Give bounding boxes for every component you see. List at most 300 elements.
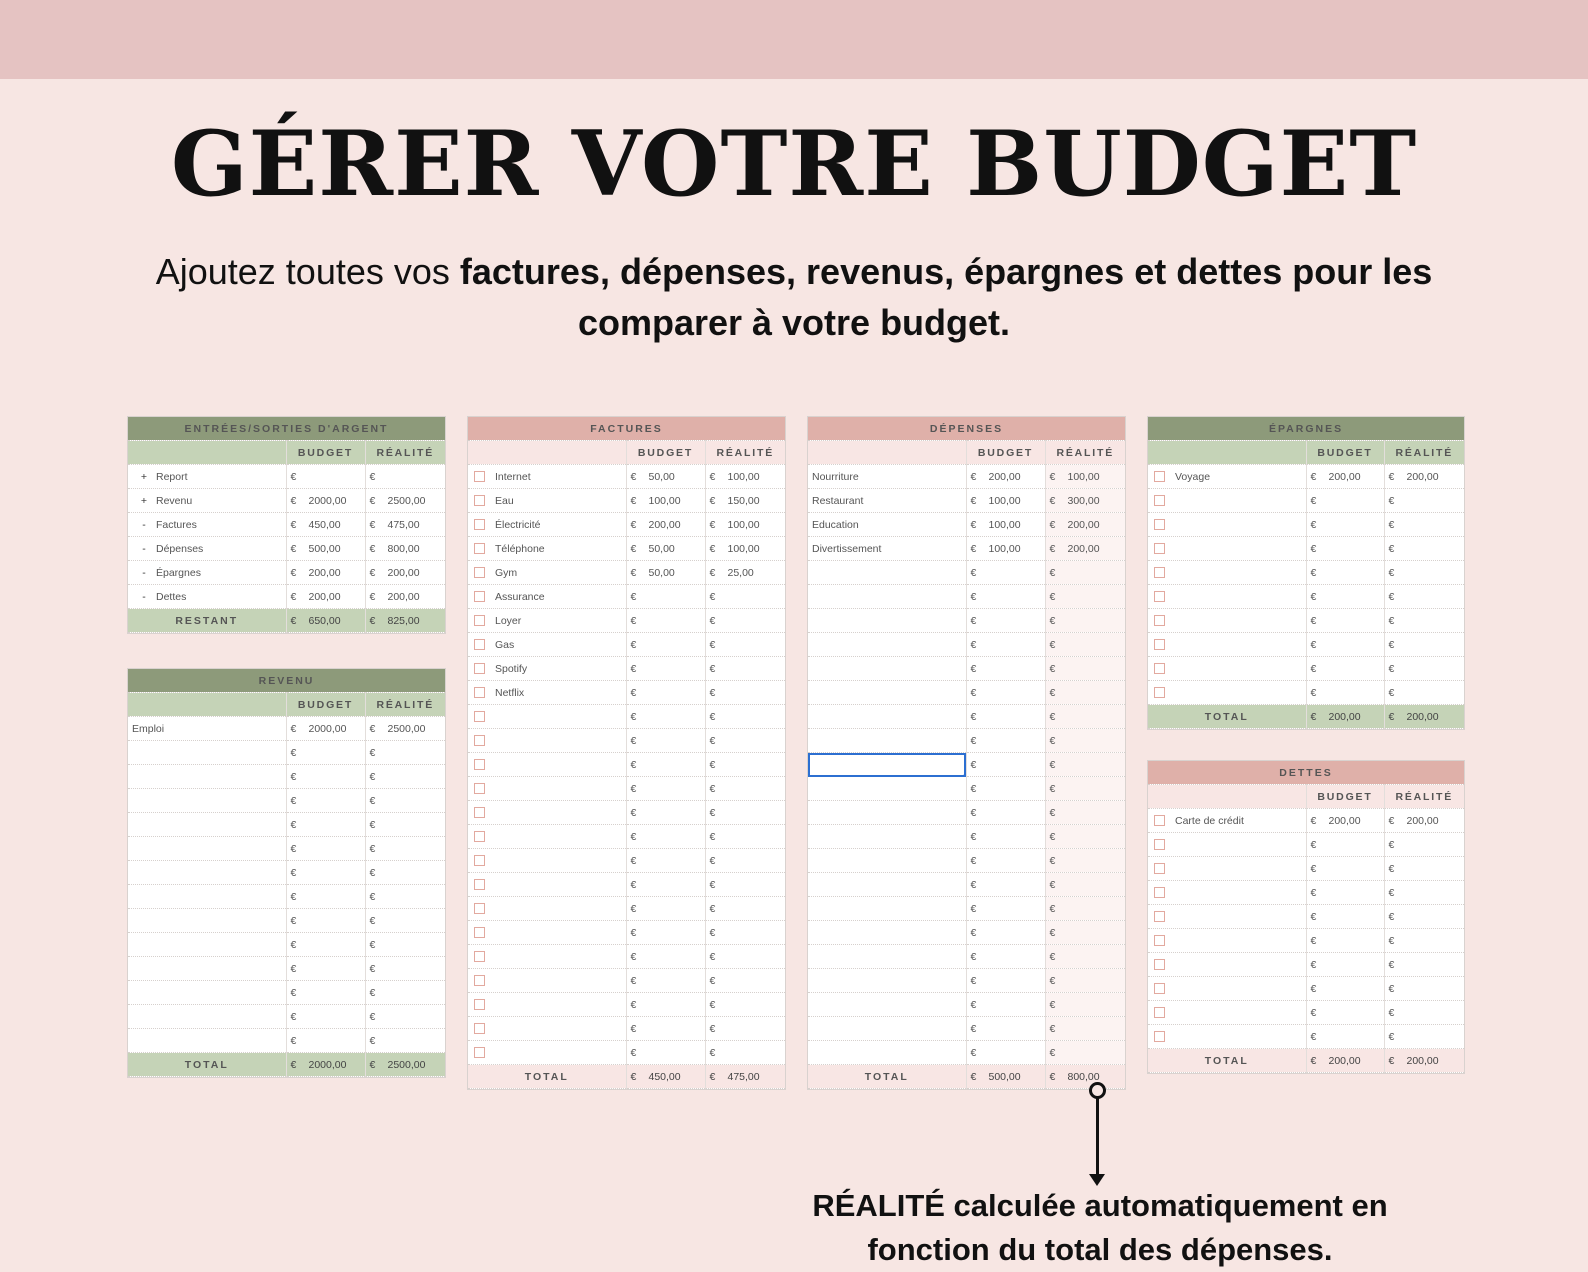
budget-cell[interactable] — [626, 1041, 705, 1065]
checkbox[interactable] — [474, 1023, 485, 1034]
realite-cell[interactable] — [1045, 633, 1125, 657]
checkbox[interactable] — [1154, 983, 1165, 994]
checkbox[interactable] — [474, 807, 485, 818]
budget-cell[interactable] — [966, 489, 1045, 513]
realite-cell[interactable] — [1045, 729, 1125, 753]
row-label-cell[interactable] — [1148, 1025, 1306, 1049]
realite-cell[interactable] — [705, 873, 785, 897]
checkbox[interactable] — [474, 879, 485, 890]
row-label-cell[interactable] — [468, 609, 626, 633]
realite-cell[interactable] — [1045, 657, 1125, 681]
budget-cell[interactable] — [286, 741, 365, 765]
budget-cell[interactable] — [286, 933, 365, 957]
realite-cell[interactable] — [1045, 585, 1125, 609]
row-label-cell[interactable] — [1148, 513, 1306, 537]
budget-cell[interactable] — [1306, 1001, 1384, 1025]
checkbox[interactable] — [474, 615, 485, 626]
budget-cell[interactable] — [286, 957, 365, 981]
realite-cell[interactable] — [365, 465, 445, 489]
row-label-cell[interactable] — [1148, 465, 1306, 489]
row-label-cell[interactable] — [128, 561, 286, 585]
checkbox[interactable] — [474, 999, 485, 1010]
budget-cell[interactable] — [966, 1017, 1045, 1041]
row-label-cell[interactable] — [1148, 681, 1306, 705]
realite-cell[interactable] — [705, 729, 785, 753]
row-label-cell[interactable] — [468, 897, 626, 921]
row-label-cell[interactable] — [1148, 489, 1306, 513]
realite-cell[interactable] — [365, 1029, 445, 1053]
row-label-cell[interactable] — [808, 585, 966, 609]
budget-cell[interactable] — [966, 513, 1045, 537]
checkbox[interactable] — [474, 663, 485, 674]
budget-cell[interactable] — [286, 981, 365, 1005]
realite-cell[interactable] — [705, 969, 785, 993]
row-label-cell[interactable] — [1148, 857, 1306, 881]
budget-cell[interactable] — [626, 609, 705, 633]
row-label-cell[interactable] — [808, 633, 966, 657]
checkbox[interactable] — [1154, 815, 1165, 826]
budget-cell[interactable] — [626, 825, 705, 849]
realite-cell[interactable] — [1384, 537, 1464, 561]
budget-cell[interactable] — [286, 489, 365, 513]
fill-handle[interactable] — [963, 773, 967, 777]
row-label-cell[interactable] — [468, 993, 626, 1017]
realite-cell[interactable] — [705, 945, 785, 969]
budget-cell[interactable] — [1306, 489, 1384, 513]
budget-cell[interactable] — [286, 465, 365, 489]
realite-cell[interactable] — [365, 513, 445, 537]
row-label-cell[interactable] — [1148, 953, 1306, 977]
budget-cell[interactable] — [626, 705, 705, 729]
checkbox[interactable] — [474, 927, 485, 938]
row-label-cell[interactable] — [128, 957, 286, 981]
budget-cell[interactable] — [966, 585, 1045, 609]
realite-cell[interactable] — [1045, 921, 1125, 945]
budget-cell[interactable] — [626, 753, 705, 777]
realite-cell[interactable] — [1384, 585, 1464, 609]
row-label-cell[interactable] — [468, 561, 626, 585]
row-label-cell[interactable] — [808, 513, 966, 537]
realite-cell[interactable] — [1384, 857, 1464, 881]
realite-cell[interactable] — [1384, 681, 1464, 705]
realite-cell[interactable] — [1384, 953, 1464, 977]
row-label-cell[interactable] — [1148, 537, 1306, 561]
budget-cell[interactable] — [966, 609, 1045, 633]
row-label-cell[interactable] — [1148, 977, 1306, 1001]
budget-cell[interactable] — [966, 561, 1045, 585]
row-label-cell[interactable] — [468, 729, 626, 753]
budget-cell[interactable] — [1306, 633, 1384, 657]
realite-cell[interactable] — [705, 465, 785, 489]
checkbox[interactable] — [474, 831, 485, 842]
budget-cell[interactable] — [626, 633, 705, 657]
realite-cell[interactable] — [1045, 873, 1125, 897]
row-label-cell[interactable] — [808, 945, 966, 969]
budget-cell[interactable] — [286, 1029, 365, 1053]
row-label-cell[interactable] — [128, 909, 286, 933]
checkbox[interactable] — [1154, 495, 1165, 506]
row-label-cell[interactable] — [128, 465, 286, 489]
checkbox[interactable] — [1154, 1007, 1165, 1018]
budget-cell[interactable] — [626, 657, 705, 681]
checkbox[interactable] — [474, 783, 485, 794]
realite-cell[interactable] — [1384, 1001, 1464, 1025]
realite-cell[interactable] — [365, 837, 445, 861]
realite-cell[interactable] — [1384, 633, 1464, 657]
row-label-cell[interactable] — [468, 873, 626, 897]
budget-cell[interactable] — [286, 561, 365, 585]
budget-cell[interactable] — [966, 825, 1045, 849]
budget-cell[interactable] — [1306, 833, 1384, 857]
budget-cell[interactable] — [286, 1005, 365, 1029]
checkbox[interactable] — [1154, 839, 1165, 850]
checkbox[interactable] — [1154, 911, 1165, 922]
row-label-cell[interactable] — [808, 993, 966, 1017]
checkbox[interactable] — [474, 567, 485, 578]
checkbox[interactable] — [474, 1047, 485, 1058]
budget-cell[interactable] — [626, 801, 705, 825]
row-label-cell[interactable] — [808, 561, 966, 585]
budget-cell[interactable] — [966, 777, 1045, 801]
row-label-cell[interactable] — [468, 945, 626, 969]
row-label-cell[interactable] — [1148, 929, 1306, 953]
budget-cell[interactable] — [1306, 929, 1384, 953]
budget-cell[interactable] — [286, 861, 365, 885]
realite-cell[interactable] — [1384, 809, 1464, 833]
realite-cell[interactable] — [1384, 881, 1464, 905]
budget-cell[interactable] — [966, 537, 1045, 561]
row-label-cell[interactable] — [468, 969, 626, 993]
budget-cell[interactable] — [966, 1041, 1045, 1065]
budget-cell[interactable] — [966, 993, 1045, 1017]
realite-cell[interactable] — [1045, 537, 1125, 561]
budget-cell[interactable] — [1306, 465, 1384, 489]
checkbox[interactable] — [474, 855, 485, 866]
realite-cell[interactable] — [1045, 753, 1125, 777]
checkbox[interactable] — [1154, 567, 1165, 578]
budget-cell[interactable] — [286, 537, 365, 561]
row-label-cell[interactable] — [128, 1005, 286, 1029]
checkbox[interactable] — [1154, 591, 1165, 602]
realite-cell[interactable] — [365, 789, 445, 813]
row-label-cell[interactable] — [128, 765, 286, 789]
checkbox[interactable] — [1154, 887, 1165, 898]
budget-cell[interactable] — [286, 813, 365, 837]
row-label-cell[interactable] — [128, 585, 286, 609]
budget-cell[interactable] — [286, 585, 365, 609]
realite-cell[interactable] — [1045, 705, 1125, 729]
row-label-cell[interactable] — [468, 777, 626, 801]
row-label-cell[interactable] — [468, 657, 626, 681]
checkbox[interactable] — [474, 687, 485, 698]
budget-cell[interactable] — [966, 801, 1045, 825]
budget-cell[interactable] — [286, 717, 365, 741]
row-label-cell[interactable] — [808, 801, 966, 825]
realite-cell[interactable] — [705, 489, 785, 513]
row-label-cell[interactable] — [128, 1029, 286, 1053]
row-label-cell[interactable] — [1148, 1001, 1306, 1025]
realite-cell[interactable] — [1384, 977, 1464, 1001]
budget-cell[interactable] — [626, 969, 705, 993]
budget-cell[interactable] — [1306, 881, 1384, 905]
row-label-cell[interactable] — [808, 969, 966, 993]
checkbox[interactable] — [1154, 639, 1165, 650]
row-label-cell[interactable] — [128, 789, 286, 813]
row-label-cell[interactable] — [808, 729, 966, 753]
row-label-cell[interactable] — [128, 489, 286, 513]
row-label-cell[interactable] — [468, 681, 626, 705]
realite-cell[interactable] — [1045, 897, 1125, 921]
realite-cell[interactable] — [705, 993, 785, 1017]
row-label-cell[interactable] — [1148, 657, 1306, 681]
realite-cell[interactable] — [705, 825, 785, 849]
budget-cell[interactable] — [966, 849, 1045, 873]
budget-cell[interactable] — [966, 681, 1045, 705]
budget-cell[interactable] — [966, 633, 1045, 657]
row-label-cell[interactable] — [808, 657, 966, 681]
realite-cell[interactable] — [365, 933, 445, 957]
checkbox[interactable] — [474, 711, 485, 722]
realite-cell[interactable] — [365, 813, 445, 837]
budget-cell[interactable] — [286, 765, 365, 789]
row-label-cell[interactable] — [1148, 905, 1306, 929]
budget-cell[interactable] — [1306, 657, 1384, 681]
budget-cell[interactable] — [966, 705, 1045, 729]
budget-cell[interactable] — [626, 585, 705, 609]
budget-cell[interactable] — [286, 885, 365, 909]
row-label-cell[interactable] — [128, 837, 286, 861]
realite-cell[interactable] — [1384, 513, 1464, 537]
row-label-cell[interactable] — [1148, 609, 1306, 633]
realite-cell[interactable] — [1045, 801, 1125, 825]
realite-cell[interactable] — [705, 897, 785, 921]
checkbox[interactable] — [474, 975, 485, 986]
row-label-cell[interactable] — [1148, 561, 1306, 585]
realite-cell[interactable] — [1045, 825, 1125, 849]
realite-cell[interactable] — [1384, 609, 1464, 633]
row-label-cell[interactable] — [128, 537, 286, 561]
row-label-cell[interactable] — [128, 933, 286, 957]
row-label-cell[interactable] — [1148, 633, 1306, 657]
row-label-cell[interactable] — [808, 897, 966, 921]
realite-cell[interactable] — [365, 561, 445, 585]
budget-cell[interactable] — [966, 753, 1045, 777]
realite-cell[interactable] — [1045, 489, 1125, 513]
budget-cell[interactable] — [626, 1017, 705, 1041]
budget-cell[interactable] — [626, 489, 705, 513]
row-label-cell[interactable] — [128, 717, 286, 741]
row-label-cell[interactable] — [808, 465, 966, 489]
checkbox[interactable] — [474, 591, 485, 602]
realite-cell[interactable] — [365, 537, 445, 561]
budget-cell[interactable] — [626, 993, 705, 1017]
budget-cell[interactable] — [1306, 905, 1384, 929]
realite-cell[interactable] — [1384, 657, 1464, 681]
realite-cell[interactable] — [705, 609, 785, 633]
realite-cell[interactable] — [365, 585, 445, 609]
row-label-cell[interactable] — [468, 1017, 626, 1041]
checkbox[interactable] — [1154, 687, 1165, 698]
realite-cell[interactable] — [1045, 777, 1125, 801]
selected-cell[interactable] — [808, 753, 966, 777]
realite-cell[interactable] — [365, 741, 445, 765]
budget-cell[interactable] — [1306, 809, 1384, 833]
realite-cell[interactable] — [1384, 929, 1464, 953]
row-label-cell[interactable] — [128, 813, 286, 837]
row-label-cell[interactable] — [468, 849, 626, 873]
budget-cell[interactable] — [626, 513, 705, 537]
budget-cell[interactable] — [626, 465, 705, 489]
checkbox[interactable] — [1154, 863, 1165, 874]
row-label-cell[interactable] — [808, 489, 966, 513]
realite-cell[interactable] — [1045, 681, 1125, 705]
budget-cell[interactable] — [1306, 953, 1384, 977]
budget-cell[interactable] — [286, 837, 365, 861]
budget-cell[interactable] — [286, 513, 365, 537]
realite-cell[interactable] — [705, 777, 785, 801]
checkbox[interactable] — [474, 543, 485, 554]
realite-cell[interactable] — [365, 957, 445, 981]
realite-cell[interactable] — [365, 489, 445, 513]
row-label-cell[interactable] — [808, 825, 966, 849]
realite-cell[interactable] — [365, 861, 445, 885]
row-label-cell[interactable] — [808, 849, 966, 873]
row-label-cell[interactable] — [468, 825, 626, 849]
row-label-cell[interactable] — [468, 585, 626, 609]
row-label-cell[interactable] — [468, 537, 626, 561]
row-label-cell[interactable] — [1148, 881, 1306, 905]
realite-cell[interactable] — [365, 909, 445, 933]
checkbox[interactable] — [1154, 543, 1165, 554]
budget-cell[interactable] — [1306, 561, 1384, 585]
row-label-cell[interactable] — [1148, 833, 1306, 857]
row-label-cell[interactable] — [808, 609, 966, 633]
realite-cell[interactable] — [705, 513, 785, 537]
row-label-cell[interactable] — [1148, 585, 1306, 609]
realite-cell[interactable] — [705, 849, 785, 873]
budget-cell[interactable] — [966, 969, 1045, 993]
realite-cell[interactable] — [1045, 513, 1125, 537]
realite-cell[interactable] — [1384, 1025, 1464, 1049]
realite-cell[interactable] — [705, 633, 785, 657]
realite-cell[interactable] — [705, 537, 785, 561]
row-label-cell[interactable] — [468, 633, 626, 657]
row-label-cell[interactable] — [468, 489, 626, 513]
realite-cell[interactable] — [705, 1041, 785, 1065]
budget-cell[interactable] — [1306, 513, 1384, 537]
realite-cell[interactable] — [365, 981, 445, 1005]
realite-cell[interactable] — [705, 681, 785, 705]
row-label-cell[interactable] — [808, 705, 966, 729]
realite-cell[interactable] — [705, 657, 785, 681]
realite-cell[interactable] — [1384, 465, 1464, 489]
realite-cell[interactable] — [1045, 1017, 1125, 1041]
checkbox[interactable] — [1154, 519, 1165, 530]
realite-cell[interactable] — [705, 561, 785, 585]
checkbox[interactable] — [474, 495, 485, 506]
realite-cell[interactable] — [1045, 561, 1125, 585]
checkbox[interactable] — [1154, 615, 1165, 626]
realite-cell[interactable] — [705, 585, 785, 609]
row-label-cell[interactable] — [1148, 809, 1306, 833]
budget-cell[interactable] — [966, 921, 1045, 945]
budget-cell[interactable] — [626, 537, 705, 561]
checkbox[interactable] — [1154, 959, 1165, 970]
realite-cell[interactable] — [705, 1017, 785, 1041]
budget-cell[interactable] — [626, 945, 705, 969]
checkbox[interactable] — [474, 735, 485, 746]
row-label-cell[interactable] — [808, 777, 966, 801]
budget-cell[interactable] — [966, 945, 1045, 969]
checkbox[interactable] — [474, 951, 485, 962]
budget-cell[interactable] — [966, 729, 1045, 753]
row-label-cell[interactable] — [468, 921, 626, 945]
row-label-cell[interactable] — [808, 921, 966, 945]
row-label-cell[interactable] — [808, 1041, 966, 1065]
budget-cell[interactable] — [626, 897, 705, 921]
row-label-cell[interactable] — [128, 885, 286, 909]
budget-cell[interactable] — [626, 681, 705, 705]
budget-cell[interactable] — [626, 921, 705, 945]
checkbox[interactable] — [474, 759, 485, 770]
realite-cell[interactable] — [705, 705, 785, 729]
checkbox[interactable] — [474, 639, 485, 650]
row-label-cell[interactable] — [468, 705, 626, 729]
budget-cell[interactable] — [1306, 537, 1384, 561]
row-label-cell[interactable] — [468, 753, 626, 777]
budget-cell[interactable] — [286, 789, 365, 813]
budget-cell[interactable] — [626, 777, 705, 801]
row-label-cell[interactable] — [468, 465, 626, 489]
budget-cell[interactable] — [966, 897, 1045, 921]
budget-cell[interactable] — [1306, 681, 1384, 705]
realite-cell[interactable] — [1045, 945, 1125, 969]
budget-cell[interactable] — [626, 873, 705, 897]
budget-cell[interactable] — [966, 465, 1045, 489]
budget-cell[interactable] — [966, 873, 1045, 897]
realite-cell[interactable] — [705, 801, 785, 825]
budget-cell[interactable] — [1306, 585, 1384, 609]
budget-cell[interactable] — [626, 561, 705, 585]
budget-cell[interactable] — [286, 909, 365, 933]
checkbox[interactable] — [474, 903, 485, 914]
row-label-cell[interactable] — [468, 801, 626, 825]
checkbox[interactable] — [1154, 935, 1165, 946]
realite-cell[interactable] — [1045, 609, 1125, 633]
realite-cell[interactable] — [1045, 1041, 1125, 1065]
realite-cell[interactable] — [1384, 561, 1464, 585]
row-label-cell[interactable] — [128, 513, 286, 537]
budget-cell[interactable] — [966, 657, 1045, 681]
realite-cell[interactable] — [1045, 993, 1125, 1017]
checkbox[interactable] — [1154, 1031, 1165, 1042]
row-label-cell[interactable] — [128, 861, 286, 885]
realite-cell[interactable] — [365, 1005, 445, 1029]
realite-cell[interactable] — [365, 717, 445, 741]
budget-cell[interactable] — [626, 849, 705, 873]
realite-cell[interactable] — [1045, 849, 1125, 873]
checkbox[interactable] — [474, 471, 485, 482]
realite-cell[interactable] — [705, 921, 785, 945]
row-label-cell[interactable] — [808, 1017, 966, 1041]
realite-cell[interactable] — [1384, 833, 1464, 857]
checkbox[interactable] — [1154, 663, 1165, 674]
row-label-cell[interactable] — [468, 513, 626, 537]
budget-cell[interactable] — [1306, 1025, 1384, 1049]
row-label-cell[interactable] — [128, 741, 286, 765]
checkbox[interactable] — [1154, 471, 1165, 482]
realite-cell[interactable] — [365, 765, 445, 789]
